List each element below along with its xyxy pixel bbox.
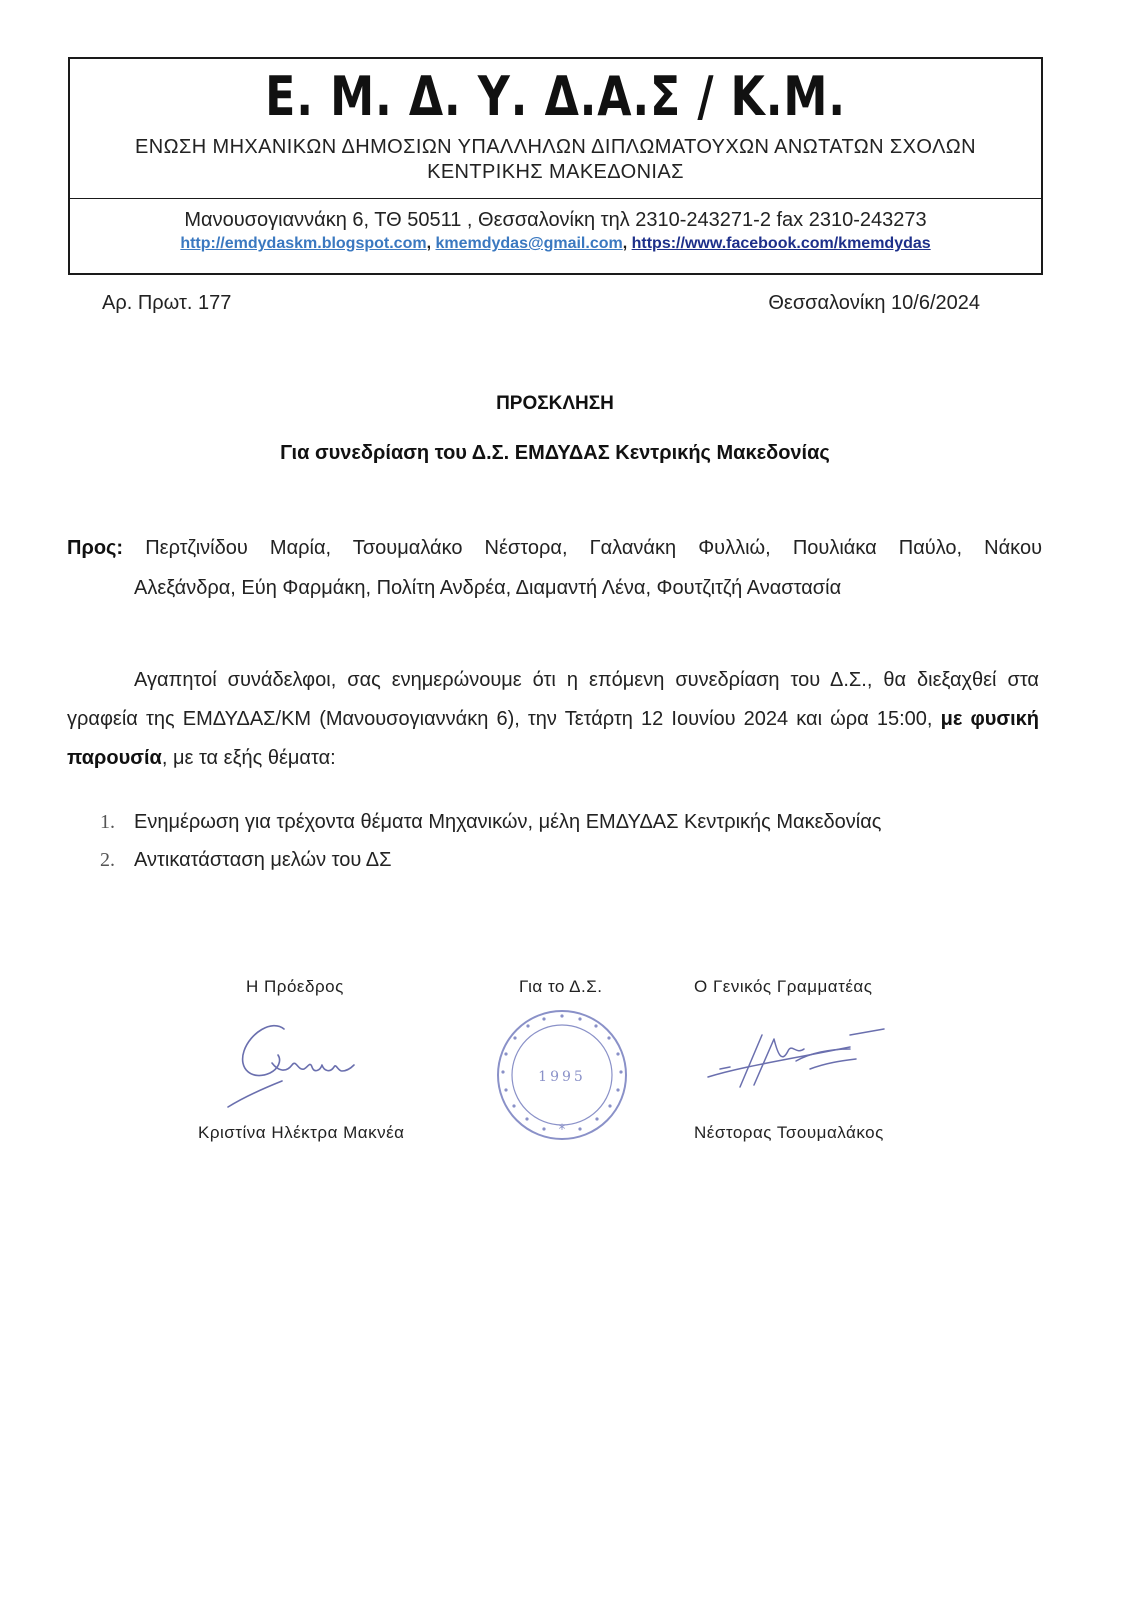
body-text-after: , με τα εξής θέματα: [161, 747, 336, 769]
letterhead [68, 57, 1043, 275]
recipients-label: Προς: [67, 537, 124, 559]
link-separator: , [622, 235, 628, 252]
document-title: ΠΡΟΣΚΛΗΣΗ [496, 393, 614, 414]
recipients-names-1: Περτζινίδου Μαρία, Τσουμαλάκο Νέστορα, Γαλανάκη Φυλλιώ, Πουλιάκα Παύλο, Νάκου [145, 537, 1043, 559]
recipients-line-2: Αλεξάνδρα, Εύη Φαρμάκη, Πολίτη Ανδρέα, Διαμαντή Λένα, Φουτζιτζή Αναστασία [134, 577, 842, 599]
board-title: Για το Δ.Σ. [519, 977, 603, 996]
contact-links [70, 235, 1041, 253]
agenda-item-number: 2. [100, 849, 115, 871]
secretary-name: Νέστορας Τσουμαλάκος [694, 1123, 884, 1142]
organization-name-line-2: ΚΕΝΤΡΙΚΗΣ ΜΑΚΕΔΟΝΙΑΣ [427, 161, 684, 183]
facebook-link[interactable]: https://www.facebook.com/kmemdydas [631, 235, 931, 252]
organization-logo: Ε. Μ. Δ. Υ. Δ.Α.Σ / Κ.Μ. [265, 65, 846, 128]
secretary-title: Ο Γενικός Γραμματέας [694, 977, 873, 996]
body-text-bold: με φυσική παρουσία [67, 708, 1040, 769]
stamp-year: 1995 [538, 1069, 586, 1085]
body-text-before: Αγαπητοί συνάδελφοι, σας ενημερώνουμε ότι η επόμενη συνεδρίαση του Δ.Σ., θα διεξαχθεί στα γραφεία της ΕΜΔΥΔΑΣ/ΚΜ (Μανουσογιαννάκη 6), την Τετάρτη 12 Ιουνίου 2024 και ώρα 15:00, [67, 669, 1039, 730]
contact-address: Μανουσογιαννάκη 6, ΤΘ 50511 , Θεσσαλονίκη τηλ 2310-243271-2 fax 2310-243273 [184, 209, 927, 231]
agenda-item [100, 841, 881, 879]
agenda-item-text: Αντικατάσταση μελών του ΔΣ [134, 849, 392, 871]
president-title: Η Πρόεδρος [246, 977, 344, 996]
organization-name [80, 135, 1031, 185]
link-separator: , [426, 235, 432, 252]
recipients-line-1 [67, 528, 1042, 568]
agenda-item-number: 1. [100, 811, 115, 833]
document-date: Θεσσαλονίκη 10/6/2024 [768, 292, 980, 314]
organization-name-line-1: ΕΝΩΣΗ ΜΗΧΑΝΙΚΩΝ ΔΗΜΟΣΙΩΝ ΥΠΑΛΛΗΛΩΝ ΔΙΠΛΩΜΑΤΟΥΧΩΝ ΑΝΩΤΑΤΩΝ ΣΧΟΛΩΝ [135, 136, 976, 158]
blog-link[interactable]: http://emdydaskm.blogspot.com [180, 235, 427, 252]
letterhead-title-section [70, 59, 1041, 199]
body-paragraph [67, 661, 1039, 778]
svg-text:*: * [558, 1122, 566, 1138]
agenda-list [100, 803, 881, 879]
agenda-item-text: Ενημέρωση για τρέχοντα θέματα Μηχανικών, μέλη ΕΜΔΥΔΑΣ Κεντρικής Μακεδονίας [134, 811, 882, 833]
email-link[interactable]: kmemdydas@gmail.com [435, 235, 623, 252]
president-name: Κριστίνα Ηλέκτρα Μακνέα [198, 1123, 405, 1142]
protocol-number: Αρ. Πρωτ. 177 [102, 292, 232, 314]
president-signature [222, 1015, 367, 1115]
association-stamp [492, 1008, 632, 1143]
agenda-item [100, 803, 881, 841]
document-subtitle: Για συνεδρίαση του Δ.Σ. ΕΜΔΥΔΑΣ Κεντρικής Μακεδονίας [280, 442, 830, 464]
secretary-signature [700, 1025, 890, 1095]
